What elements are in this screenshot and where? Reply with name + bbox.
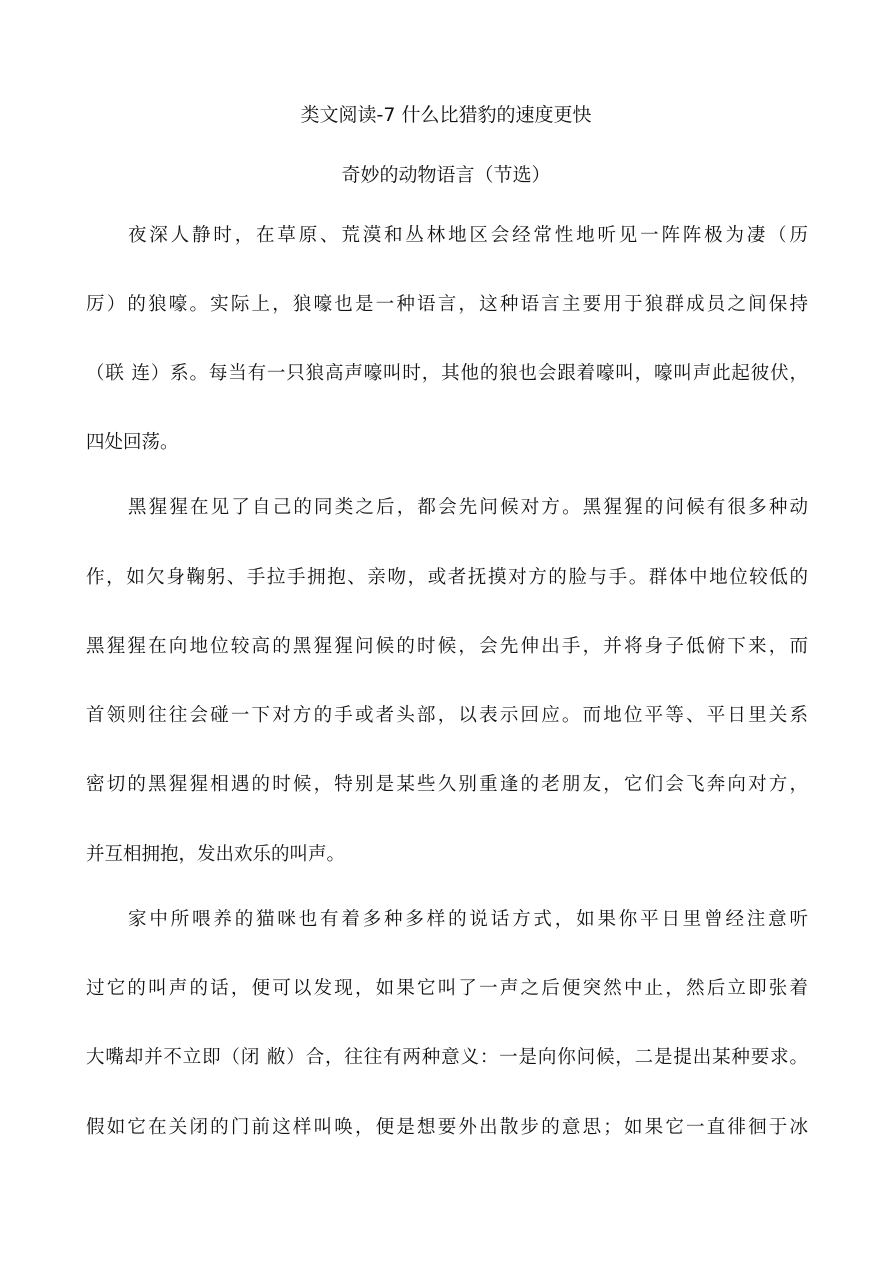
text-line: 过它的叫声的话，便可以发现，如果它叫了一声之后便突然中止，然后立即张着 — [86, 978, 808, 999]
text-line: 夜深人静时，在草原、荒漠和丛林地区会经常性地听见一阵阵极为凄（历 — [128, 225, 808, 246]
article-subtitle: 奇妙的动物语言（节选） — [341, 164, 551, 186]
text-line: 密切的黑猩猩相遇的时候，特别是某些久别重逢的老朋友，它们会飞奔向对方， — [86, 774, 808, 795]
text-line: 家中所喂养的猫咪也有着多种多样的说话方式，如果你平日里曾经注意听 — [128, 909, 808, 930]
text-line: 黑猩猩在向地位较高的黑猩猩问候的时候，会先伸出手，并将身子低俯下来，而 — [86, 636, 808, 657]
text-line: （联 连）系。每当有一只狼高声嚎叫时，其他的狼也会跟着嚎叫，嚎叫声此起彼伏， — [86, 363, 808, 384]
text-line: 首领则往往会碰一下对方的手或者头部，以表示回应。而地位平等、平日里关系 — [86, 705, 808, 726]
text-line: 作，如欠身鞠躬、手拉手拥抱、亲吻，或者抚摸对方的脸与手。群体中地位较低的 — [86, 567, 808, 588]
text-line: 大嘴却并不立即（闭 敝）合，往往有两种意义：一是向你问候，二是提出某种要求。 — [86, 1047, 808, 1068]
text-line: 厉）的狼嚎。实际上，狼嚎也是一种语言，这种语言主要用于狼群成员之间保持 — [86, 294, 808, 315]
text-line: 并互相拥抱，发出欢乐的叫声。 — [86, 844, 346, 865]
page-title: 类文阅读-7 什么比猎豹的速度更快 — [300, 104, 592, 126]
text-line: 四处回荡。 — [86, 432, 179, 453]
text-line: 黑猩猩在见了自己的同类之后，都会先问候对方。黑猩猩的问候有很多种动 — [128, 497, 808, 518]
text-line: 假如它在关闭的门前这样叫唤，便是想要外出散步的意思；如果它一直徘徊于冰 — [86, 1117, 808, 1138]
